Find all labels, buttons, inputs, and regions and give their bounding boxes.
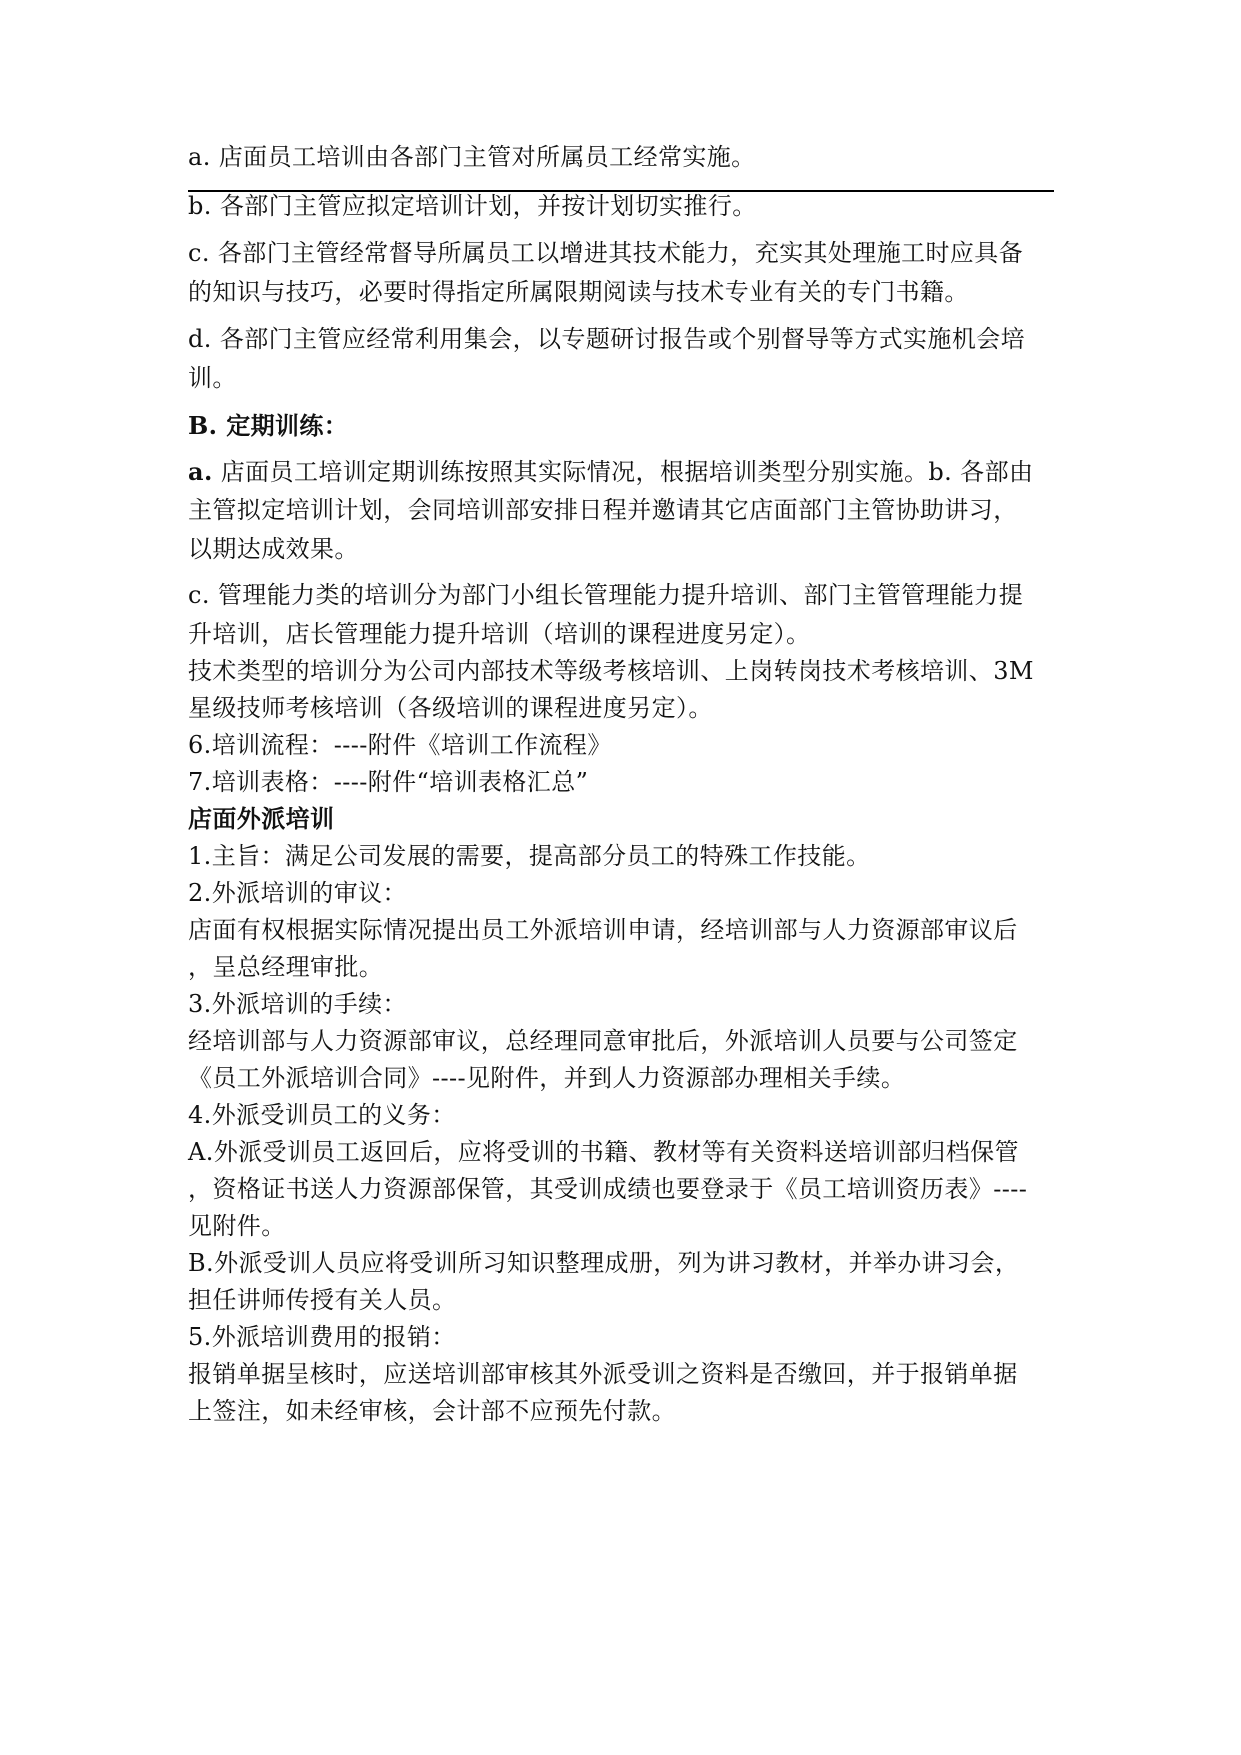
outsourced-p4b-line-1: B.外派受训人员应将受训所习知识整理成册，列为讲习教材，并举办讲习会， <box>188 1249 1020 1277</box>
outsourced-p4-title: 4.外派受训员工的义务： <box>188 1101 456 1129</box>
section-b-para-1-line-1 <box>188 454 1054 490</box>
outsourced-p5-title: 5.外派培训费用的报销： <box>188 1323 456 1351</box>
section-heading-outsourced: 店面外派培训 <box>188 804 335 833</box>
para-marker: a. <box>188 457 213 486</box>
outsourced-p5-line-1: 报销单据呈核时，应送培训部审核其外派受训之资料是否缴回，并于报销单据 <box>188 1360 1018 1388</box>
section-b-para-1-line-2: 主管拟定培训计划，会同培训部安排日程并邀请其它店面部门主管协助讲习， <box>188 496 1018 524</box>
outsourced-p2-title: 2.外派培训的审议： <box>188 879 407 907</box>
outsourced-p2-line-2: ，呈总经理审批。 <box>188 953 384 981</box>
item-d-line-1: d. 各部门主管应经常利用集会，以专题研讨报告或个别督导等方式实施机会培 <box>188 325 1026 353</box>
item-7: 7.培训表格：----附件“培训表格汇总” <box>188 768 589 796</box>
outsourced-p4b-line-2: 担任讲师传授有关人员。 <box>188 1286 457 1314</box>
item-b: b. 各部门主管应拟定培训计划，并按计划切实推行。 <box>188 192 757 220</box>
item-a: a. 店面员工培训由各部门主管对所属员工经常实施。 <box>188 143 756 171</box>
outsourced-p2-line-1: 店面有权根据实际情况提出员工外派培训申请，经培训部与人力资源部审议后 <box>188 916 1018 944</box>
item-c-line-2: 的知识与技巧，必要时得指定所属限期阅读与技术专业有关的专门书籍。 <box>188 278 969 306</box>
para-text: 店面员工培训定期训练按照其实际情况，根据培训类型分别实施。b. 各部由 <box>212 458 1034 486</box>
outsourced-p3-title: 3.外派培训的手续： <box>188 990 407 1018</box>
section-heading-b: B. 定期训练： <box>188 411 349 440</box>
section-b-para-3-line-2: 星级技师考核培训（各级培训的课程进度另定）。 <box>188 694 713 722</box>
outsourced-p4a-line-2: ，资格证书送人力资源部保管，其受训成绩也要登录于《员工培训资历表》---- <box>188 1175 1028 1203</box>
section-b-para-2-line-2: 升培训，店长管理能力提升培训（培训的课程进度另定）。 <box>188 620 811 648</box>
item-6: 6.培训流程：----附件《培训工作流程》 <box>188 731 612 759</box>
section-b-para-1-line-3: 以期达成效果。 <box>188 535 359 563</box>
section-b-para-2-line-1: c. 管理能力类的培训分为部门小组长管理能力提升培训、部门主管管理能力提 <box>188 581 1024 609</box>
outsourced-p1: 1.主旨：满足公司发展的需要，提高部分员工的特殊工作技能。 <box>188 842 871 870</box>
document-page <box>188 0 1054 1755</box>
outsourced-p3-line-1: 经培训部与人力资源部审议，总经理同意审批后，外派培训人员要与公司签定 <box>188 1027 1018 1055</box>
outsourced-p4a-line-3: 见附件。 <box>188 1212 286 1240</box>
outsourced-p5-line-2: 上签注，如未经审核，会计部不应预先付款。 <box>188 1397 676 1425</box>
item-c-line-1: c. 各部门主管经常督导所属员工以增进其技术能力，充实其处理施工时应具备 <box>188 239 1024 267</box>
outsourced-p3-line-2: 《员工外派培训合同》----见附件，并到人力资源部办理相关手续。 <box>188 1064 906 1092</box>
outsourced-p4a-line-1: A.外派受训员工返回后，应将受训的书籍、教材等有关资料送培训部归档保管 <box>188 1138 1019 1166</box>
section-b-para-3-line-1: 技术类型的培训分为公司内部技术等级考核培训、上岗转岗技术考核培训、3M <box>188 657 1034 685</box>
item-d-line-2: 训。 <box>188 364 237 392</box>
